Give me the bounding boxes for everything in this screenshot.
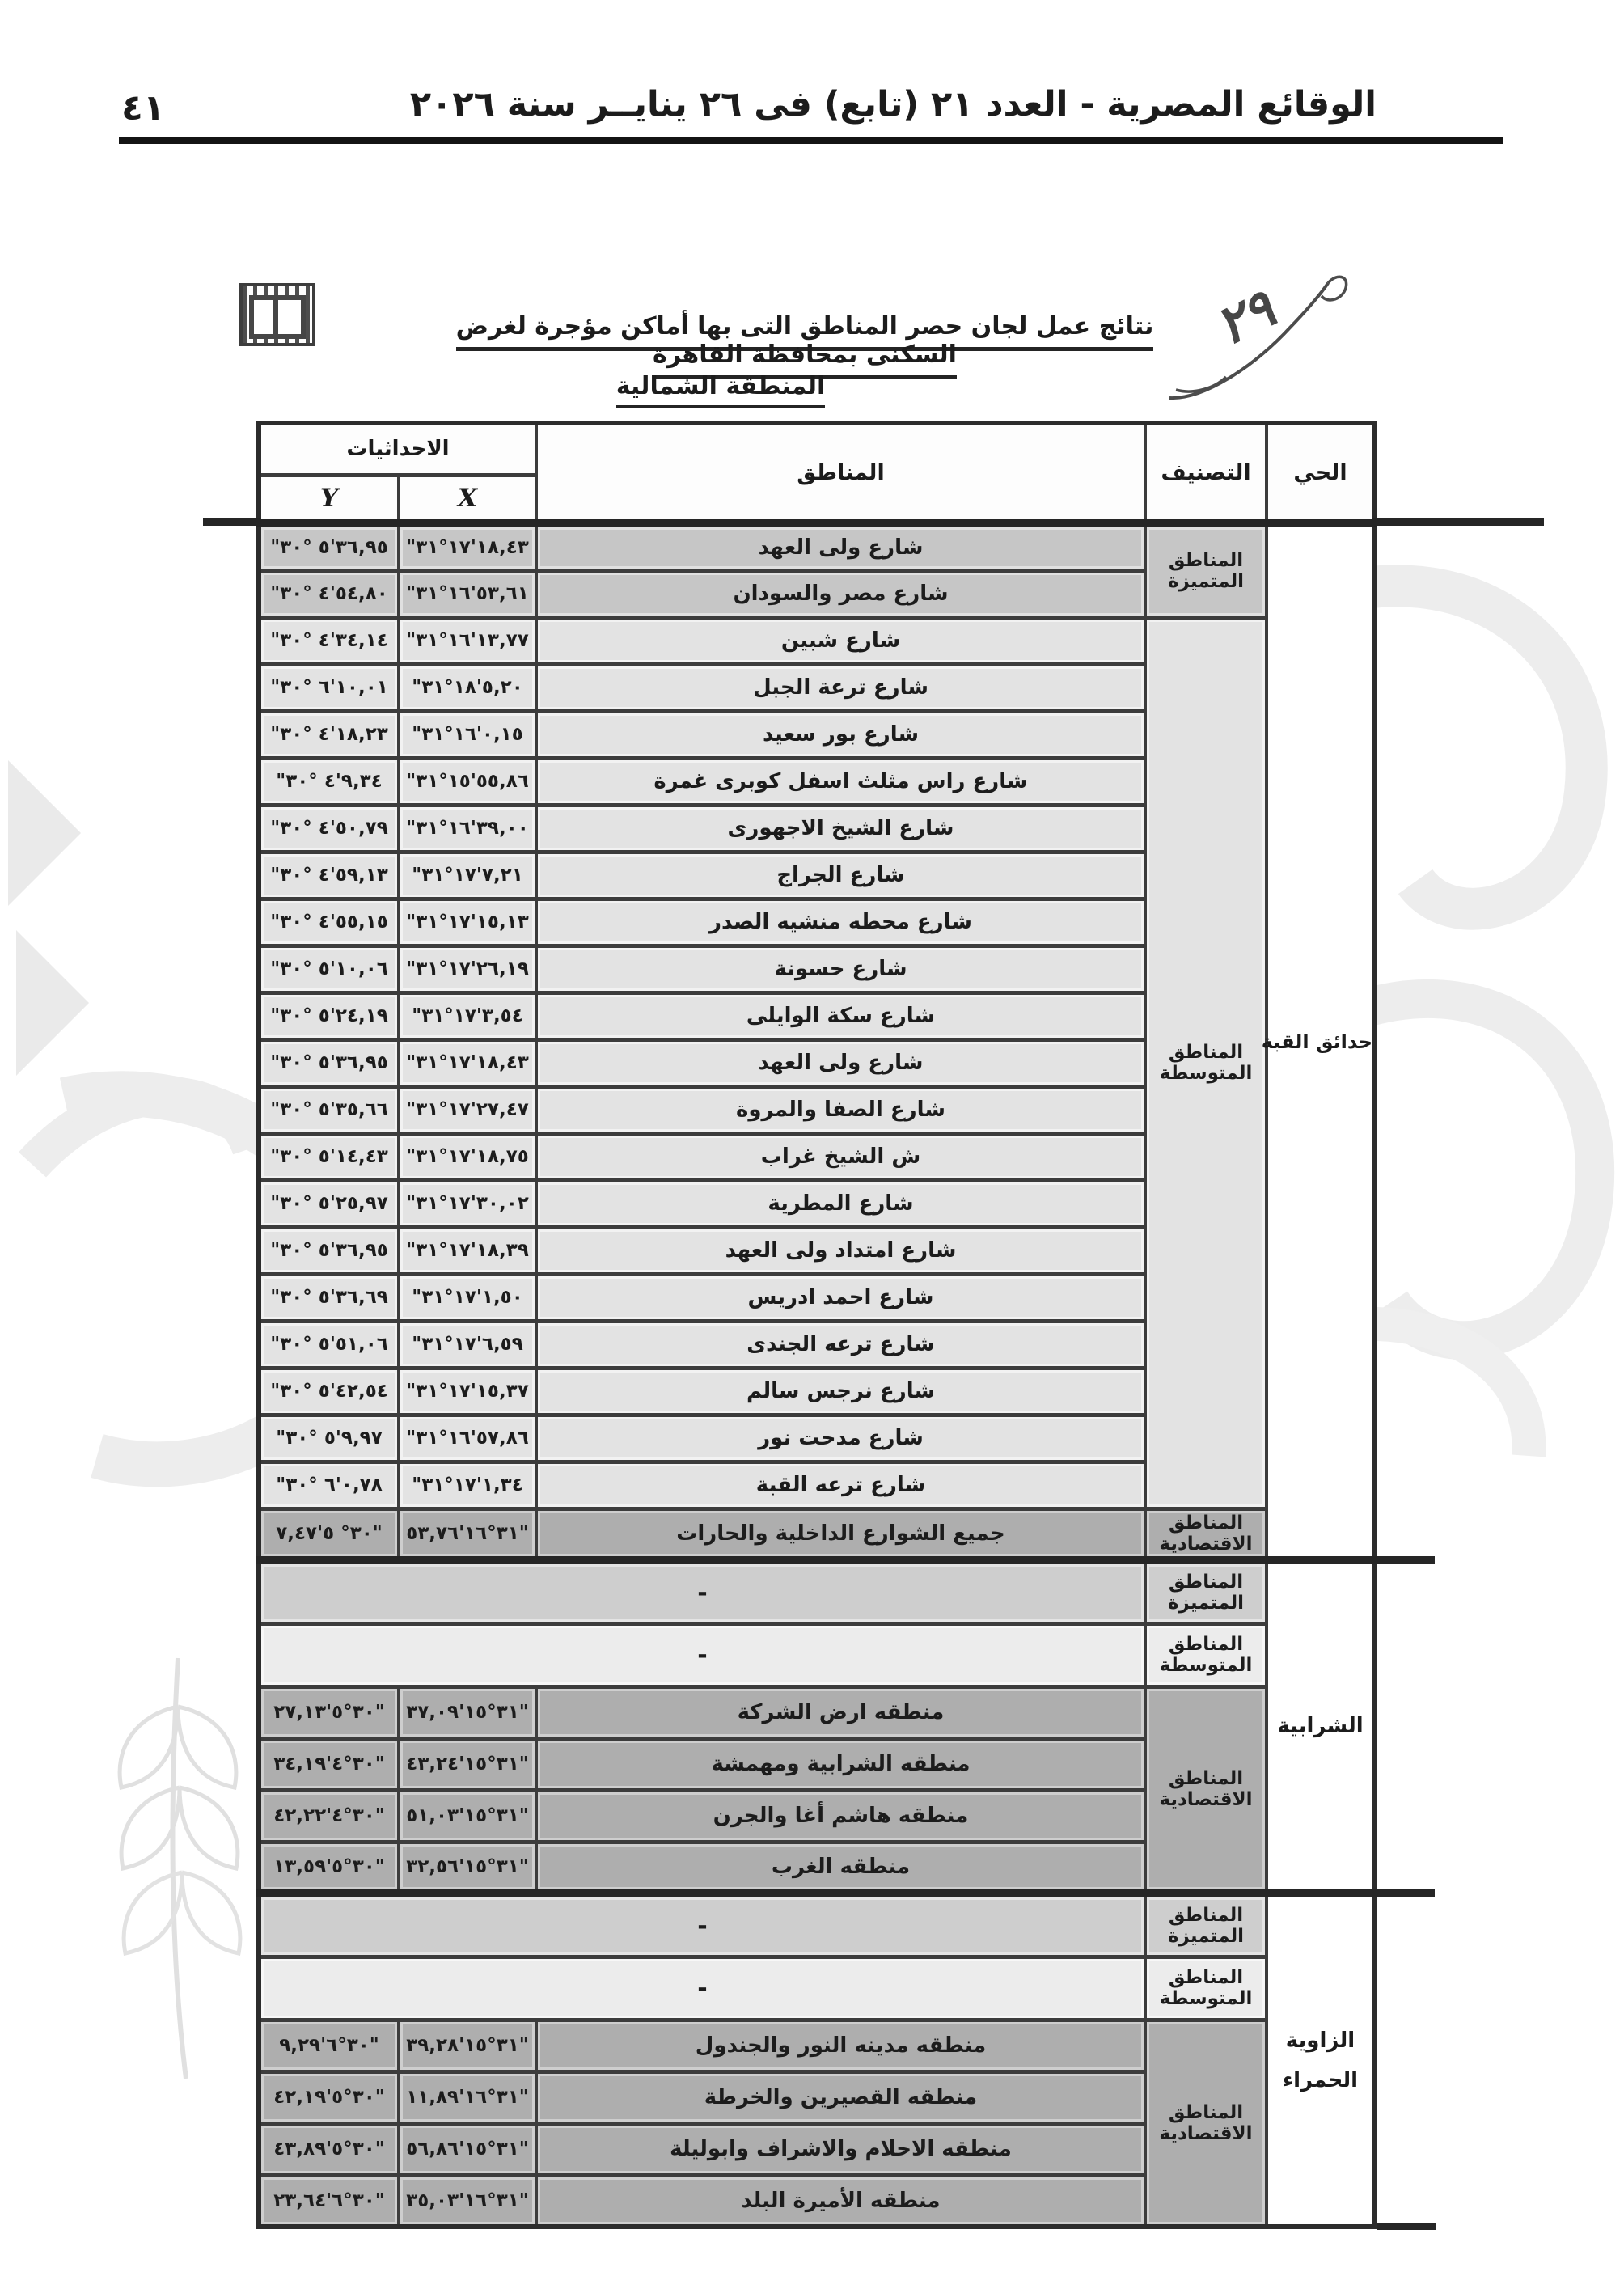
coord-x-cell: ٣١°١٥'٣٧,٠٩" bbox=[399, 1686, 536, 1738]
coord-y-cell: "٥٩,١٣'٤ °٣٠ bbox=[259, 852, 399, 899]
classification-cell: المناطق المتوسطة bbox=[1145, 1623, 1267, 1686]
gazette-masthead: الوقائع المصرية - العدد ٢١ (تابع) فى ٢٦ ينايــر سنة ٢٠٢٦ bbox=[409, 84, 1377, 125]
coord-x-cell: ٣١°١٥'٥٦,٨٦" bbox=[399, 2123, 536, 2175]
coord-x-cell: ٣١°١٥'٣٩,٢٨" bbox=[399, 2020, 536, 2071]
coord-x-cell: "٣٩,٠٠'١٦°٣١ bbox=[399, 805, 536, 852]
coord-y-cell: ٣٠°٦'٢٣,٦٤" bbox=[259, 2175, 399, 2227]
document-subtitle: المنطقة الشمالية bbox=[603, 372, 838, 400]
coord-y-cell: "١٠,٠٦'٥ °٣٠ bbox=[259, 946, 399, 992]
area-cell: شارع احمد ادريس bbox=[536, 1274, 1145, 1321]
coord-x-cell: "٥٧,٨٦'١٦°٣١ bbox=[399, 1415, 536, 1462]
coord-x-cell: "١٨,٣٩'١٧°٣١ bbox=[399, 1227, 536, 1274]
coord-y-cell: "٥٤,٨٠'٤ °٣٠ bbox=[259, 570, 399, 617]
document-title: نتائج عمل لجان حصر المناطق التى بها أماكن مؤجرة لغرض السكنى بمحافظة القاهرة bbox=[437, 312, 1173, 369]
header-classification: التصنيف bbox=[1145, 423, 1267, 523]
masthead-rule bbox=[119, 137, 1503, 144]
coord-x-cell: "٣٠,٠٢'١٧°٣١ bbox=[399, 1180, 536, 1227]
dash-cell: - bbox=[259, 1957, 1145, 2020]
area-cell: شارع الصفا والمروة bbox=[536, 1086, 1145, 1133]
coord-y-cell: ٣٠°٥'٢٧,١٣" bbox=[259, 1686, 399, 1738]
coord-x-cell: "٦,٥٩'١٧°٣١ bbox=[399, 1321, 536, 1368]
coord-x-cell: "٥٥,٨٦'١٥°٣١ bbox=[399, 758, 536, 805]
coord-x-cell: ٣١°١٥'٤٣,٢٤" bbox=[399, 1738, 536, 1790]
coord-x-cell: "١٨,٤٣'١٧°٣١ bbox=[399, 1039, 536, 1086]
coord-x-cell: ٣١°١٥'٥١,٠٣" bbox=[399, 1790, 536, 1842]
coord-x-cell: ٣١°١٦'٣٥,٠٣" bbox=[399, 2175, 536, 2227]
coord-y-cell: ٣٠°٥'٤٢,١٩" bbox=[259, 2071, 399, 2123]
area-cell: شارع المطرية bbox=[536, 1180, 1145, 1227]
area-cell: جميع الشوارع الداخلية والحارات bbox=[536, 1508, 1145, 1560]
area-cell: منطقه الشرابية ومهمشة bbox=[536, 1738, 1145, 1790]
coord-y-cell: "٢٤,١٩'٥ °٣٠ bbox=[259, 992, 399, 1039]
dash-cell: - bbox=[259, 1623, 1145, 1686]
header-y: Y bbox=[259, 475, 399, 523]
coord-y-cell: "٩,٣٤'٤ °٣٠ bbox=[259, 758, 399, 805]
coord-y-cell: "٩,٩٧'٥ °٣٠ bbox=[259, 1415, 399, 1462]
coord-x-cell: "٥٣,٦١'١٦°٣١ bbox=[399, 570, 536, 617]
coord-y-cell: "٥٠,٧٩'٤ °٣٠ bbox=[259, 805, 399, 852]
header-district: الحي bbox=[1267, 423, 1375, 523]
coord-y-cell: "٠,٧٨'٦ °٣٠ bbox=[259, 1462, 399, 1508]
coord-y-cell: ٣٠°٦'٩,٢٩" bbox=[259, 2020, 399, 2071]
dash-cell: - bbox=[259, 1893, 1145, 1957]
coord-y-cell: "١٨,٢٣'٤ °٣٠ bbox=[259, 711, 399, 758]
coord-y-cell: ٣٠°٤'٣٤,١٩" bbox=[259, 1738, 399, 1790]
classification-cell: المناطق المتوسطة bbox=[1145, 617, 1267, 1508]
coord-y-cell: "٣٦,٦٩'٥ °٣٠ bbox=[259, 1274, 399, 1321]
survey-table-wrapper bbox=[256, 421, 1377, 2229]
area-cell: منطقه هاشم أغا والجرن bbox=[536, 1790, 1145, 1842]
header-x: X bbox=[399, 475, 536, 523]
area-cell: شارع راس مثلث اسفل كوبرى غمرة bbox=[536, 758, 1145, 805]
area-cell: شارع الشيخ الاجهورى bbox=[536, 805, 1145, 852]
coord-x-cell: "٣,٥٤'١٧°٣١ bbox=[399, 992, 536, 1039]
district-cell: الشرابية bbox=[1267, 1560, 1375, 1893]
classification-cell: المناطق المتميزة bbox=[1145, 1893, 1267, 1957]
coord-x-cell: ٣١°١٥'٣٢,٥٦" bbox=[399, 1842, 536, 1893]
area-cell: شارع نرجس سالم bbox=[536, 1368, 1145, 1415]
coord-x-cell: "١٥,١٣'١٧°٣١ bbox=[399, 899, 536, 946]
classification-cell: المناطق الاقتصادية bbox=[1145, 2020, 1267, 2227]
coord-x-cell: "١٣,٧٧'١٦°٣١ bbox=[399, 617, 536, 664]
coord-x-cell: "٢٦,١٩'١٧°٣١ bbox=[399, 946, 536, 992]
classification-cell: المناطق المتوسطة bbox=[1145, 1957, 1267, 2020]
dash-cell: - bbox=[259, 1560, 1145, 1623]
header-coordinates: الاحداثيات bbox=[259, 423, 536, 475]
area-cell: شارع سكة الوايلى bbox=[536, 992, 1145, 1039]
coord-y-cell: "١٠,٠١'٦ °٣٠ bbox=[259, 664, 399, 711]
coord-x-cell: "٢٧,٤٧'١٧°٣١ bbox=[399, 1086, 536, 1133]
coord-y-cell: "٣٥,٦٦'٥ °٣٠ bbox=[259, 1086, 399, 1133]
coord-y-cell: "٣٤,١٤'٤ °٣٠ bbox=[259, 617, 399, 664]
area-cell: شارع محطه منشيه الصدر bbox=[536, 899, 1145, 946]
coord-y-cell: "٣٦,٩٥'٥ °٣٠ bbox=[259, 523, 399, 570]
header-areas: المناطق bbox=[536, 423, 1145, 523]
watermark-left-chevrons bbox=[0, 728, 259, 1181]
coord-x-cell: "١,٥٠'١٧°٣١ bbox=[399, 1274, 536, 1321]
classification-cell: المناطق المتميزة bbox=[1145, 523, 1267, 617]
coord-y-cell: "١٤,٤٣'٥ °٣٠ bbox=[259, 1133, 399, 1180]
area-cell: شارع ترعة الجبل bbox=[536, 664, 1145, 711]
area-cell: شارع شبين bbox=[536, 617, 1145, 664]
coord-x-cell: ٣١°١٦'٥٣,٧٦" bbox=[399, 1508, 536, 1560]
coord-x-cell: ٣١°١٦'١١,٨٩" bbox=[399, 2071, 536, 2123]
handwritten-annotation bbox=[1152, 269, 1359, 408]
coord-x-cell: "٠,١٥'١٦°٣١ bbox=[399, 711, 536, 758]
area-cell: شارع ولى العهد bbox=[536, 523, 1145, 570]
classification-cell: المناطق الاقتصادية bbox=[1145, 1508, 1267, 1560]
coord-y-cell: "٤٢,٥٤'٥ °٣٠ bbox=[259, 1368, 399, 1415]
coord-x-cell: "١٨,٤٣'١٧°٣١ bbox=[399, 523, 536, 570]
area-cell: منطقه الاحلام والاشراف وابوليلة bbox=[536, 2123, 1145, 2175]
area-cell: شارع مصر والسودان bbox=[536, 570, 1145, 617]
area-cell: شارع الجراج bbox=[536, 852, 1145, 899]
area-cell: شارع حسونة bbox=[536, 946, 1145, 992]
area-cell: منطقه الغرب bbox=[536, 1842, 1145, 1893]
area-cell: شارع ولى العهد bbox=[536, 1039, 1145, 1086]
coord-x-cell: "١٨,٧٥'١٧°٣١ bbox=[399, 1133, 536, 1180]
area-cell: منطقه الأميرة البلد bbox=[536, 2175, 1145, 2227]
coord-y-cell: ٣٠°٤'٤٢,٢٢" bbox=[259, 1790, 399, 1842]
coord-x-cell: "٥,٢٠'١٨°٣١ bbox=[399, 664, 536, 711]
area-cell: شارع امتداد ولى العهد bbox=[536, 1227, 1145, 1274]
coord-y-cell: "٣٦,٩٥'٥ °٣٠ bbox=[259, 1227, 399, 1274]
coord-y-cell: "٢٥,٩٧'٥ °٣٠ bbox=[259, 1180, 399, 1227]
stamp-icon bbox=[239, 283, 315, 346]
coord-x-cell: "١,٣٤'١٧°٣١ bbox=[399, 1462, 536, 1508]
coord-x-cell: "٧,٢١'١٧°٣١ bbox=[399, 852, 536, 899]
classification-cell: المناطق المتميزة bbox=[1145, 1560, 1267, 1623]
coord-y-cell: "٥٥,١٥'٤ °٣٠ bbox=[259, 899, 399, 946]
area-cell: ش الشيخ غراب bbox=[536, 1133, 1145, 1180]
district-cell: الزاوية الحمراء bbox=[1267, 1893, 1375, 2227]
coord-y-cell: ٣٠° ٥'٧,٤٧" bbox=[259, 1508, 399, 1560]
coord-y-cell: "٥١,٠٦'٥ °٣٠ bbox=[259, 1321, 399, 1368]
area-cell: شارع ترعه القبة bbox=[536, 1462, 1145, 1508]
survey-table bbox=[256, 421, 1377, 2229]
coord-y-cell: ٣٠°٥'٤٣,٨٩" bbox=[259, 2123, 399, 2175]
area-cell: شارع مدحت نور bbox=[536, 1415, 1145, 1462]
area-cell: شارع بور سعيد bbox=[536, 711, 1145, 758]
coord-y-cell: "٣٦,٩٥'٥ °٣٠ bbox=[259, 1039, 399, 1086]
area-cell: منطقه ارض الشركة bbox=[536, 1686, 1145, 1738]
area-cell: منطقه القصيرين والخرطة bbox=[536, 2071, 1145, 2123]
coord-y-cell: ٣٠°٥'١٣,٥٩" bbox=[259, 1842, 399, 1893]
area-cell: منطقه مدينه النور والجندول bbox=[536, 2020, 1145, 2071]
handwritten-number: ٢٩ bbox=[1205, 277, 1285, 358]
page-number: ٤١ bbox=[121, 87, 165, 129]
area-cell: شارع ترعه الجندى bbox=[536, 1321, 1145, 1368]
coord-x-cell: "١٥,٣٧'١٧°٣١ bbox=[399, 1368, 536, 1415]
district-cell: حدائق القبة bbox=[1267, 523, 1375, 1560]
classification-cell: المناطق الاقتصادية bbox=[1145, 1686, 1267, 1893]
